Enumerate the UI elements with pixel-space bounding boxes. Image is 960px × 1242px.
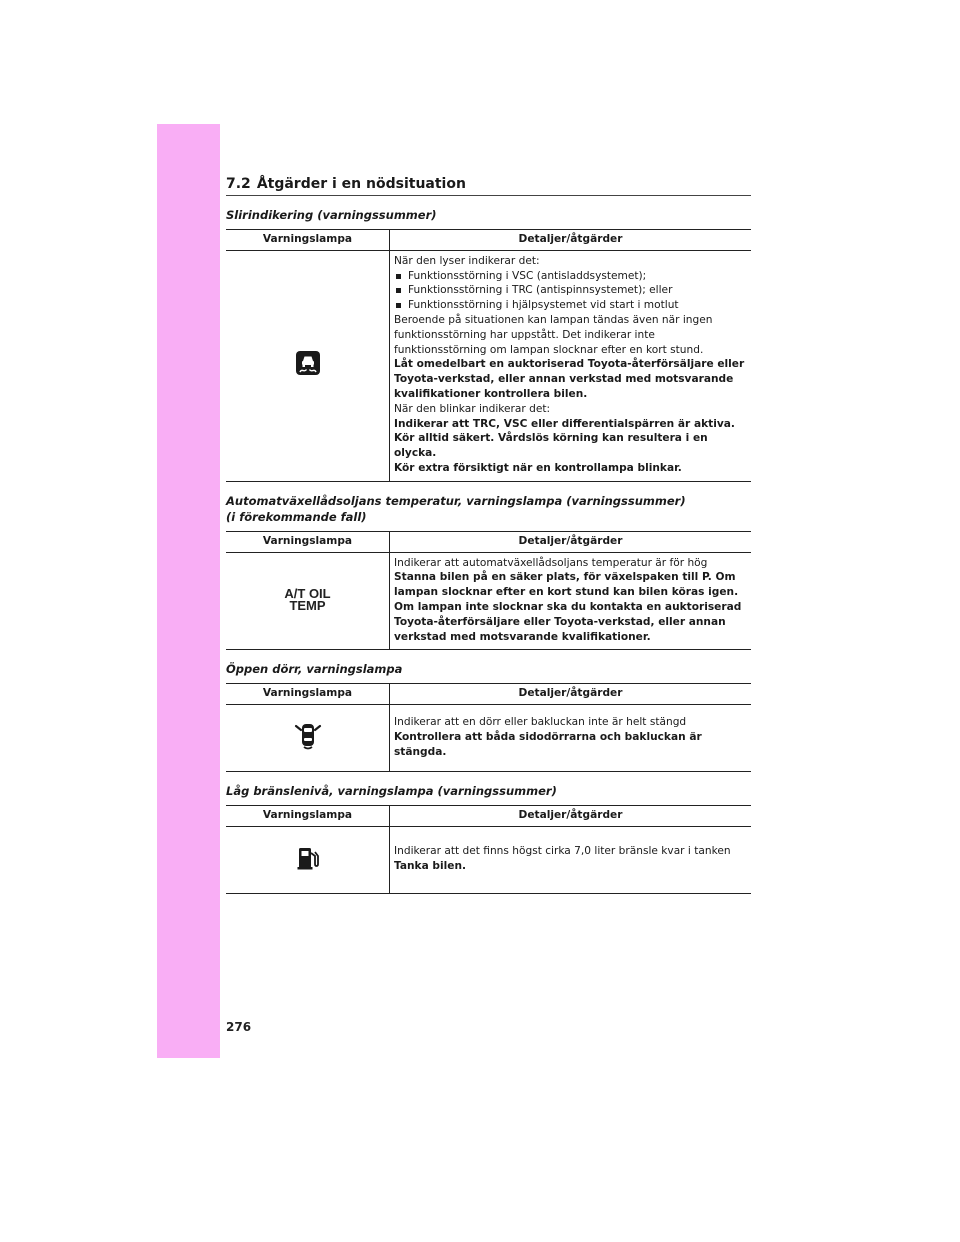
detail-line-bold: lampan slocknar efter en kort stund kan bilen köras igen. <box>394 586 739 599</box>
detail-cell <box>390 552 752 650</box>
detail-line-bold: Indikerar att TRC, VSC eller differentialspärren är aktiva. <box>394 417 735 430</box>
lamp-cell <box>226 705 390 772</box>
block-title-at-oil <box>226 493 751 525</box>
detail-line-bold: Låt omedelbart en auktoriserad Toyota-återförsäljare eller <box>394 358 745 371</box>
section-header <box>226 176 751 196</box>
header-details: Detaljer/åtgärder <box>390 230 752 251</box>
block-title-line: Automatväxellådsoljans temperatur, varningslampa (varningssummer) <box>226 493 686 508</box>
header-lamp: Varningslampa <box>226 531 390 552</box>
bullet-text: Funktionsstörning i TRC (antispinnsystemet); eller <box>408 284 673 297</box>
detail-line-bold: Kör extra försiktigt när en kontrollampa blinkar. <box>394 461 682 474</box>
slip-indicator-icon <box>296 366 320 378</box>
detail-line: När den lyser indikerar det: <box>394 254 540 267</box>
section-number: 7.2 <box>226 176 251 192</box>
block-title-low-fuel: Låg bränslenivå, varningslampa (varningssummer) <box>226 784 557 799</box>
detail-line: Indikerar att det finns högst cirka 7,0 liter bränsle kvar i tanken <box>394 845 731 858</box>
detail-line: Indikerar att en dörr eller bakluckan inte är helt stängd <box>394 715 687 728</box>
detail-line: Beroende på situationen kan lampan tändas även när ingen <box>394 313 713 326</box>
icon-text: A/T OIL <box>284 585 331 601</box>
chapter-side-tab <box>157 124 220 1058</box>
block-title-open-door: Öppen dörr, varningslampa <box>226 662 403 677</box>
detail-line: När den blinkar indikerar det: <box>394 402 551 415</box>
fuel-pump-icon <box>296 862 320 874</box>
header-lamp: Varningslampa <box>226 684 390 705</box>
detail-cell <box>390 250 752 481</box>
detail-line: Indikerar att automatväxellådsoljans temperatur är för hög <box>394 556 708 569</box>
header-lamp: Varningslampa <box>226 806 390 827</box>
page-content <box>226 176 751 894</box>
detail-line-bold: verkstad med motsvarande kvalifikationer. <box>394 630 651 643</box>
warning-table-open-door <box>226 683 751 772</box>
header-details: Detaljer/åtgärder <box>390 684 752 705</box>
detail-line-bold: Om lampan inte slocknar ska du kontakta en auktoriserad <box>394 600 742 613</box>
detail-line: funktionsstörning har uppstått. Det indikerar inte <box>394 328 655 341</box>
detail-line-bold: Toyota-återförsäljare eller Toyota-verkstad, eller annan <box>394 615 726 628</box>
block-title-slip: Slirindikering (varningssummer) <box>226 208 437 222</box>
lamp-cell <box>226 826 390 893</box>
section-title: Åtgärder i en nödsituation <box>256 176 466 192</box>
header-lamp: Varningslampa <box>226 230 390 251</box>
warning-table-slip <box>226 229 751 482</box>
detail-line-bold: Tanka bilen. <box>394 859 467 872</box>
lamp-cell <box>226 552 390 650</box>
detail-line-bold: kvalifikationer kontrollera bilen. <box>394 387 588 400</box>
bullet-item <box>394 283 749 298</box>
icon-text: TEMP <box>289 597 326 613</box>
header-details: Detaljer/åtgärder <box>390 806 752 827</box>
detail-line-bold: Toyota-verkstad, eller annan verkstad med motsvarande <box>394 373 734 386</box>
detail-line-bold: Kör alltid säkert. Vårdslös körning kan resultera i en olycka. <box>394 432 708 460</box>
lamp-cell <box>226 250 390 481</box>
page-number: 276 <box>226 1020 252 1034</box>
detail-line-bold: Stanna bilen på en säker plats, för växelspaken till P. Om <box>394 571 736 584</box>
detail-line: funktionsstörning om lampan slocknar efter en kort stund. <box>394 343 704 356</box>
bullet-item <box>394 269 749 284</box>
block-title-line: (i förekommande fall) <box>226 509 367 524</box>
bullet-text: Funktionsstörning i hjälpsystemet vid start i motlut <box>408 299 679 312</box>
detail-line-bold: Kontrollera att båda sidodörrarna och bakluckan är stängda. <box>394 730 702 758</box>
header-details: Detaljer/åtgärder <box>390 531 752 552</box>
bullet-square-icon <box>396 303 401 308</box>
bullet-text: Funktionsstörning i VSC (antisladdsystemet); <box>408 269 647 282</box>
detail-cell <box>390 705 752 772</box>
at-oil-temp-icon <box>284 585 331 613</box>
warning-table-low-fuel <box>226 805 751 894</box>
bullet-square-icon <box>396 288 401 293</box>
bullet-item <box>394 298 749 313</box>
open-door-icon <box>293 741 323 753</box>
bullet-square-icon <box>396 274 401 279</box>
warning-table-at-oil <box>226 531 751 651</box>
detail-cell <box>390 826 752 893</box>
